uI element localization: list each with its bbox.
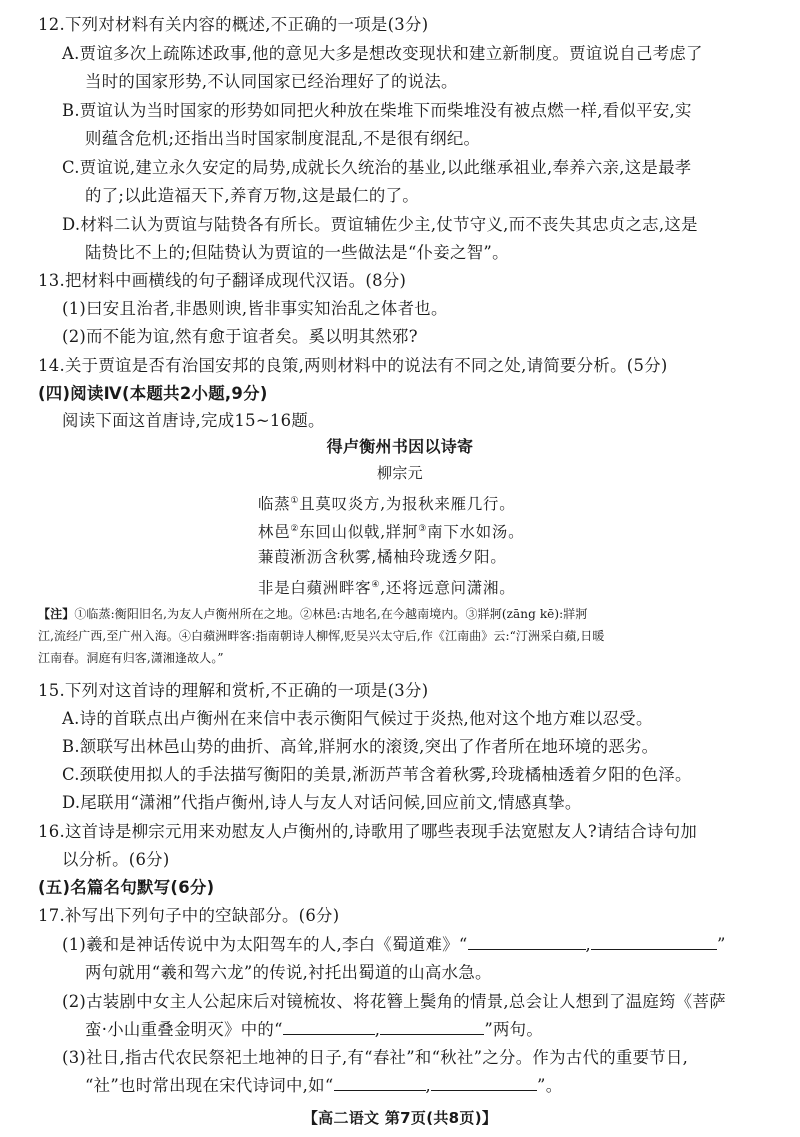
page-footer: 【高二语文 第7页(共8页)】 — [302, 1109, 498, 1127]
q13-sentence-1: (1)曰安且治者,非愚则谀,皆非事实知治乱之体者也。 — [62, 299, 448, 318]
q12-option-b-line1: B.贾谊认为当时国家的形势如同把火种放在柴堆下而柴堆没有被点燃一样,看似平安,实 — [62, 101, 692, 120]
q17-item-1-line2: 两句就用“羲和驾六龙”的传说,衬托出蜀道的山高水急。 — [85, 963, 492, 982]
fill-blank[interactable] — [431, 1076, 537, 1091]
q12-option-c-line2: 的了;以此造福天下,养育万物,这是最仁的了。 — [85, 186, 419, 205]
q15-stem: 15.下列对这首诗的理解和赏析,不正确的一项是(3分) — [38, 681, 429, 700]
q15-option-b: B.颔联写出林邑山势的曲折、高耸,牂牁水的滚烫,突出了作者所在地环境的恶劣。 — [62, 737, 659, 756]
poem-line-4: 非是白蘋洲畔客④,还将远意问潇湘。 — [258, 579, 516, 598]
q16-stem-line1: 16.这首诗是柳宗元用来劝慰友人卢衡州的,诗歌用了哪些表现手法宽慰友人?请结合诗句加 — [38, 822, 698, 841]
q16-stem-line2: 以分析。(6分) — [62, 850, 170, 869]
fill-blank[interactable] — [380, 1020, 484, 1035]
q17-stem: 17.补写出下列句子中的空缺部分。(6分) — [38, 906, 340, 925]
poem-line-1: 临蒸①且莫叹炎方,为报秋来雁几行。 — [258, 495, 516, 514]
poem-title: 得卢衡州书因以诗寄 — [326, 437, 474, 456]
q12-option-d-line2: 陆贽比不上的;但陆贽认为贾谊的一些做法是“仆妾之智”。 — [85, 243, 509, 262]
q17-item-3-line2: “社”也时常出现在宋代诗词中,如“ , ”。 — [85, 1076, 563, 1095]
fill-blank[interactable] — [468, 935, 586, 950]
q17-item-3-line1: (3)社日,指古代农民祭祀土地神的日子,有“春社”和“秋社”之分。作为古代的重要节日, — [62, 1048, 689, 1067]
q14-stem: 14.关于贾谊是否有治国安邦的良策,两则材料中的说法有不同之处,请简要分析。(5分) — [38, 356, 668, 375]
q15-option-d: D.尾联用“潇湘”代指卢衡州,诗人与友人对话问候,回应前文,情感真挚。 — [62, 793, 582, 812]
q12-stem: 12.下列对材料有关内容的概述,不正确的一项是(3分) — [38, 15, 429, 34]
section-4-title: (四)阅读Ⅳ(本题共2小题,9分) — [38, 384, 268, 403]
fill-blank[interactable] — [283, 1020, 375, 1035]
q15-option-a: A.诗的首联点出卢衡州在来信中表示衡阳气候过于炎热,他对这个地方难以忍受。 — [62, 709, 653, 728]
poem-author: 柳宗元 — [377, 464, 423, 482]
q12-option-c-line1: C.贾谊说,建立永久安定的局势,成就长久统治的基业,以此继承祖业,奉养六亲,这是最孝 — [62, 158, 692, 177]
section-4-intro: 阅读下面这首唐诗,完成15~16题。 — [62, 411, 325, 430]
poem-note-line2: 江,流经广西,至广州入海。④白蘋洲畔客:指南朝诗人柳恽,贬吴兴太守后,作《江南曲》云:“汀洲采白蘋,日暖 — [38, 629, 605, 643]
fill-blank[interactable] — [591, 935, 717, 950]
q12-option-b-line2: 则蕴含危机;还指出当时国家制度混乱,不是很有纲纪。 — [85, 129, 481, 148]
q12-option-a-line1: A.贾谊多次上疏陈述政事,他的意见大多是想改变现状和建立新制度。贾谊说自己考虑了 — [62, 44, 703, 63]
q15-option-c: C.颈联使用拟人的手法描写衡阳的美景,淅沥芦苇含着秋雾,玲珑橘柚透着夕阳的色泽。 — [62, 765, 692, 784]
poem-note-line1: 【注】①临蒸:衡阳旧名,为友人卢衡州所在之地。②林邑:古地名,在今越南境内。③牂牁(zāng kē):牂牁 — [38, 607, 588, 621]
q17-item-2-line1: (2)古装剧中女主人公起床后对镜梳妆、将花簪上鬓角的情景,总会让人想到了温庭筠《菩萨 — [62, 992, 726, 1011]
section-5-title: (五)名篇名句默写(6分) — [38, 878, 215, 897]
q13-stem: 13.把材料中画横线的句子翻译成现代汉语。(8分) — [38, 271, 407, 290]
q17-item-2-line2: 蛮·小山重叠金明灭》中的“ , ”两句。 — [85, 1020, 544, 1039]
poem-line-3: 蒹葭淅沥含秋雾,橘柚玲珑透夕阳。 — [258, 548, 507, 566]
q12-option-d-line1: D.材料二认为贾谊与陆贽各有所长。贾谊辅佐少主,仗节守义,而不丧失其忠贞之志,这是 — [62, 215, 698, 234]
q12-option-a-line2: 当时的国家形势,不认同国家已经治理好了的说法。 — [85, 72, 458, 91]
fill-blank[interactable] — [334, 1076, 426, 1091]
q13-sentence-2: (2)而不能为谊,然有愈于谊者矣。奚以明其然邪? — [62, 327, 418, 346]
poem-note-line3: 江南春。洞庭有归客,潇湘逢故人。” — [38, 651, 224, 665]
q17-item-1-line1: (1)羲和是神话传说中为太阳驾车的人,李白《蜀道难》“ , ” — [62, 935, 726, 954]
poem-line-2: 林邑②东回山似戟,牂牁③南下水如汤。 — [258, 523, 525, 542]
